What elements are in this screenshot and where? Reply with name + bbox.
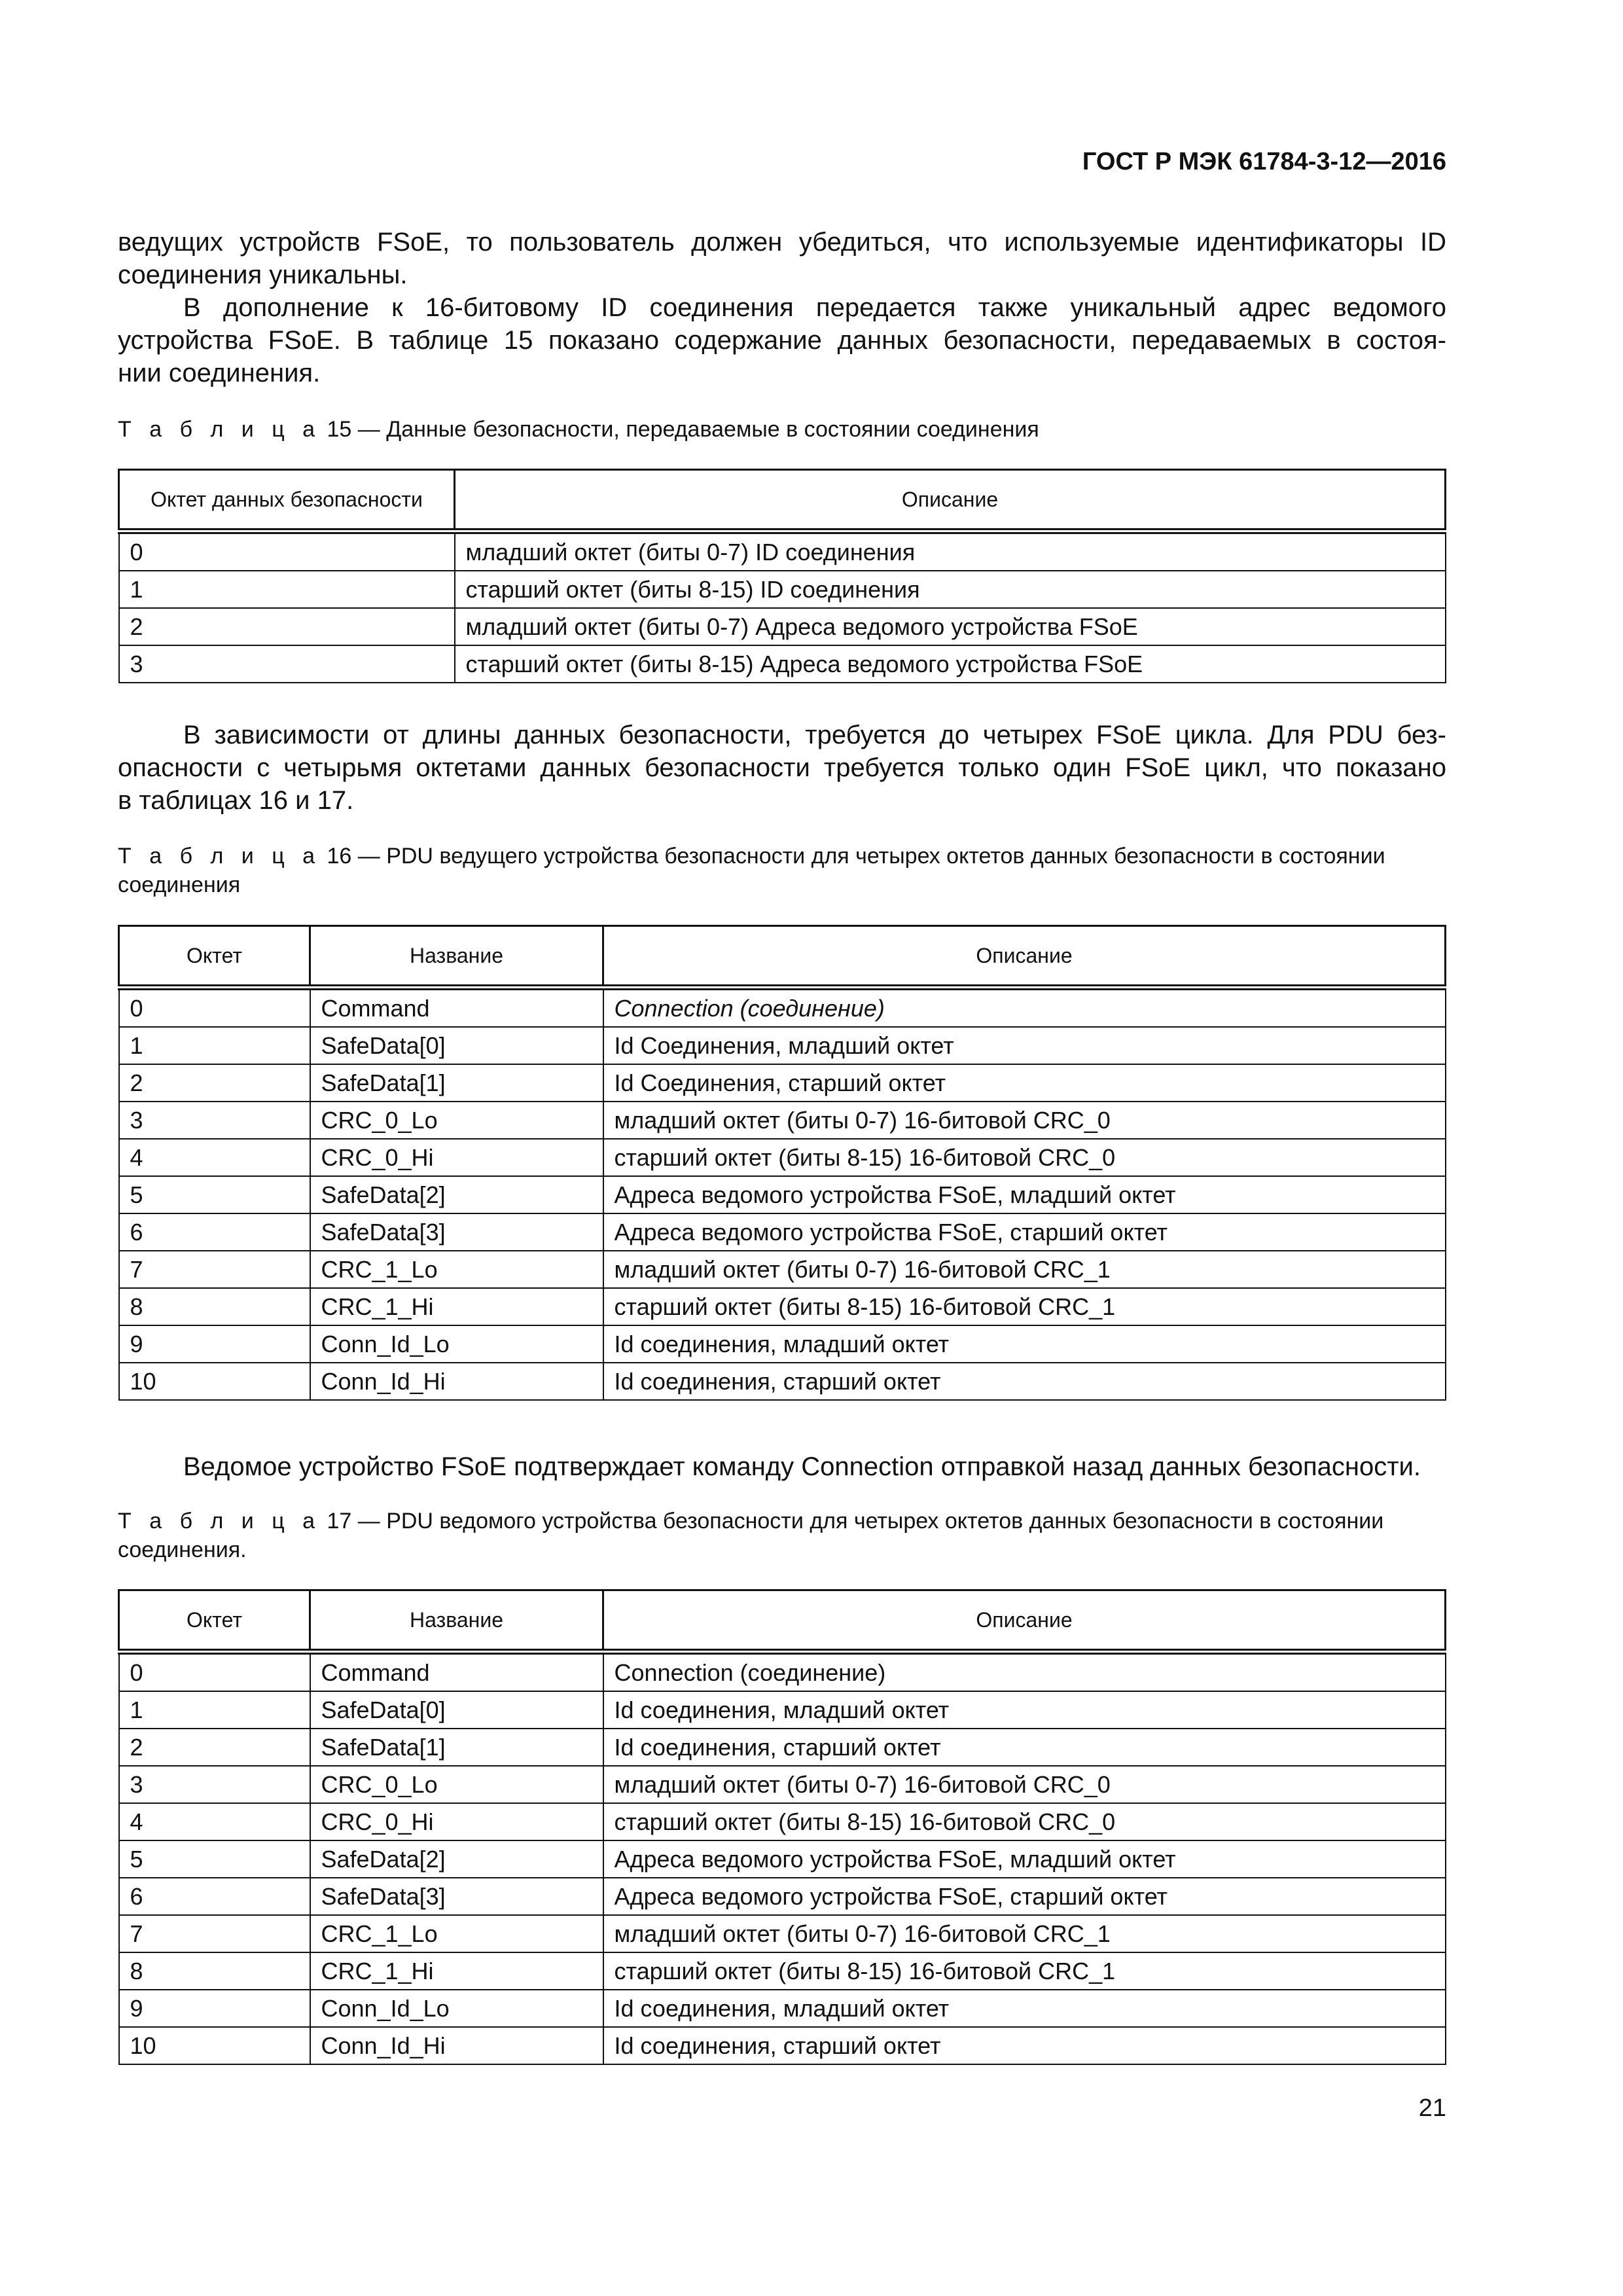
table16-cell: Id Соединения, младший октет [603,1027,1446,1064]
table-row [119,571,1446,608]
table17-caption-prefix: Т а б л и ц а [118,1509,321,1534]
table16-cell: 8 [119,1288,310,1325]
table16-cell: 3 [119,1102,310,1139]
table16-cell: Connection (соединение) [603,988,1446,1028]
table16-cell: Адреса ведомого устройства FSoE, младший октет [603,1176,1446,1213]
table16-cell: Conn_Id_Lo [310,1325,603,1363]
table17-cell: старший октет (биты 8-15) 16-битовой CRC_0 [603,1803,1446,1840]
table16-header-description: Описание [603,926,1446,988]
table17-cell: 3 [119,1766,310,1803]
table-row [119,1915,1446,1952]
table17-cell: Id соединения, младший октет [603,1691,1446,1729]
intro-paragraph-1 [118,226,1446,291]
table-row [119,1363,1446,1400]
table17-cell: младший октет (биты 0-7) 16-битовой CRC_1 [603,1915,1446,1952]
table17-cell: старший октет (биты 8-15) 16-битовой CRC_1 [603,1952,1446,1990]
table16-cell: 1 [119,1027,310,1064]
table16-header-octet: Октет [119,926,310,988]
table15-caption [118,415,1446,444]
table-row [119,1691,1446,1729]
middle-line1-text: В зависимости от длины данных безопасности, требуется до четырех FSoE цикла. Для PDU без- [183,721,1446,749]
intro-p2-line3: нии соединения. [118,359,321,387]
table17-cell: Адреса ведомого устройства FSoE, старший октет [603,1878,1446,1915]
table-row [119,1064,1446,1102]
table16-cell: CRC_0_Lo [310,1102,603,1139]
table15 [118,469,1446,683]
table17-cell: Command [310,1652,603,1692]
table16-cell: CRC_1_Hi [310,1288,603,1325]
table17-cell: младший октет (биты 0-7) 16-битовой CRC_0 [603,1766,1446,1803]
table16-cell: младший октет (биты 0-7) 16-битовой CRC_1 [603,1251,1446,1288]
table-row [119,1652,1446,1692]
table15-caption-prefix: Т а б л и ц а [118,417,321,442]
table17-cell: Connection (соединение) [603,1652,1446,1692]
table16-cell: Command [310,988,603,1028]
table16-cell: Id соединения, старший октет [603,1363,1446,1400]
table15-cell: 0 [119,531,455,571]
table17-cell: CRC_1_Hi [310,1952,603,1990]
table16-cell: CRC_0_Hi [310,1139,603,1176]
intro-p2-line1-text: В дополнение к 16-битовому ID соединения передается также уникальный адрес ведомого [183,293,1446,322]
middle-line2: опасности с четырьмя октетами данных безопасности требуется только один FSoE цикл, что показано [118,753,1446,782]
table17-header-name: Название [310,1590,603,1652]
table16-cell: SafeData[1] [310,1064,603,1102]
intro-paragraph-2 [118,291,1446,389]
table16-cell: CRC_1_Lo [310,1251,603,1288]
table17-cell: 10 [119,2027,310,2064]
table16 [118,925,1446,1401]
table16-cell: 10 [119,1363,310,1400]
table15-header-octet: Октет данных безопасности [119,470,455,531]
table17-cell: 9 [119,1990,310,2027]
table17 [118,1589,1446,2065]
table16-caption-line1 [118,842,1446,870]
middle-line3: в таблицах 16 и 17. [118,786,354,815]
slave-confirmation-paragraph [118,1450,1446,1483]
table15-cell: 2 [119,608,455,645]
table17-cell: 4 [119,1803,310,1840]
table17-cell: 1 [119,1691,310,1729]
intro-p1-line1: ведущих устройств FSoE, то пользователь должен убедиться, что используемые идентификаторы ID [118,228,1446,257]
table-row [119,1213,1446,1251]
intro-p2-line1 [118,291,1446,324]
table15-cell: старший октет (биты 8-15) Адреса ведомого устройства FSoE [455,645,1446,683]
table-row [119,1990,1446,2027]
table17-cell: 8 [119,1952,310,1990]
intro-p2-line2: устройства FSoE. В таблице 15 показано содержание данных безопасности, передаваемых в состоя- [118,326,1446,355]
table-row [119,988,1446,1028]
table-row [119,645,1446,683]
page-number: 21 [1418,2094,1446,2122]
table17-caption-line1-text: 17 — PDU ведомого устройства безопасности для четырех октетов данных безопасности в состоянии [321,1509,1384,1534]
table-row [119,1729,1446,1766]
table17-header-description: Описание [603,1590,1446,1652]
table17-caption-line2: соединения. [118,1537,247,1562]
table17-cell: Id соединения, младший октет [603,1990,1446,2027]
table16-cell: старший октет (биты 8-15) 16-битовой CRC_1 [603,1288,1446,1325]
table17-cell: CRC_1_Lo [310,1915,603,1952]
table17-cell: CRC_0_Hi [310,1803,603,1840]
table17-cell: 0 [119,1652,310,1692]
table16-caption-prefix: Т а б л и ц а [118,844,321,869]
table16-cell: младший октет (биты 0-7) 16-битовой CRC_0 [603,1102,1446,1139]
table17-cell: Id соединения, старший октет [603,1729,1446,1766]
table15-cell: младший октет (биты 0-7) ID соединения [455,531,1446,571]
table15-cell: 3 [119,645,455,683]
table17-cell: 6 [119,1878,310,1915]
table16-cell: 7 [119,1251,310,1288]
table-row [119,608,1446,645]
table15-cell: младший октет (биты 0-7) Адреса ведомого устройства FSoE [455,608,1446,645]
table15-header-description: Описание [455,470,1446,531]
table17-caption [118,1507,1446,1564]
table17-cell: Conn_Id_Lo [310,1990,603,2027]
table-row [119,1840,1446,1878]
table-row [119,1102,1446,1139]
table16-caption [118,842,1446,899]
table-row [119,1325,1446,1363]
table16-cell: 6 [119,1213,310,1251]
table16-cell: Адреса ведомого устройства FSoE, старший октет [603,1213,1446,1251]
table-row [119,1288,1446,1325]
table-row [119,531,1446,571]
table17-cell: Id соединения, старший октет [603,2027,1446,2064]
table-row [119,1176,1446,1213]
page-header-standard-id: ГОСТ Р МЭК 61784-3-12—2016 [1082,148,1446,175]
table17-cell: 2 [119,1729,310,1766]
table-row [119,1139,1446,1176]
table-row [119,1251,1446,1288]
intro-p1-line2: соединения уникальны. [118,260,408,289]
table16-header-name: Название [310,926,603,988]
table17-cell: SafeData[0] [310,1691,603,1729]
table-row [119,1878,1446,1915]
table-row [119,1803,1446,1840]
table17-header-octet: Октет [119,1590,310,1652]
table16-cell: SafeData[3] [310,1213,603,1251]
table17-cell: SafeData[3] [310,1878,603,1915]
table17-cell: Conn_Id_Hi [310,2027,603,2064]
table17-cell: Адреса ведомого устройства FSoE, младший октет [603,1840,1446,1878]
table16-caption-line1-text: 16 — PDU ведущего устройства безопасности для четырех октетов данных безопасности в состоянии [321,844,1385,869]
table17-cell: CRC_0_Lo [310,1766,603,1803]
table16-cell: 2 [119,1064,310,1102]
table17-caption-line1 [118,1507,1446,1535]
table17-cell: 7 [119,1915,310,1952]
middle-paragraph [118,719,1446,817]
slave-confirmation-text: Ведомое устройство FSoE подтверждает команду Connection отправкой назад данных безопасности. [183,1452,1421,1481]
table16-cell: 5 [119,1176,310,1213]
table16-cell: Id Соединения, старший октет [603,1064,1446,1102]
table16-cell: SafeData[2] [310,1176,603,1213]
table16-cell: 4 [119,1139,310,1176]
table17-cell: SafeData[1] [310,1729,603,1766]
table-row [119,1766,1446,1803]
table-row [119,1027,1446,1064]
table-row [119,1952,1446,1990]
table16-caption-line2: соединения [118,872,241,897]
table15-cell: 1 [119,571,455,608]
table15-cell: старший октет (биты 8-15) ID соединения [455,571,1446,608]
table17-cell: SafeData[2] [310,1840,603,1878]
table16-cell: 0 [119,988,310,1028]
table17-cell: 5 [119,1840,310,1878]
table15-caption-text: 15 — Данные безопасности, передаваемые в состоянии соединения [321,417,1039,442]
table16-cell: старший октет (биты 8-15) 16-битовой CRC_0 [603,1139,1446,1176]
table16-cell: Conn_Id_Hi [310,1363,603,1400]
table16-cell: SafeData[0] [310,1027,603,1064]
table-row [119,2027,1446,2064]
table16-cell: Id соединения, младший октет [603,1325,1446,1363]
table16-cell: 9 [119,1325,310,1363]
middle-line1 [118,719,1446,751]
